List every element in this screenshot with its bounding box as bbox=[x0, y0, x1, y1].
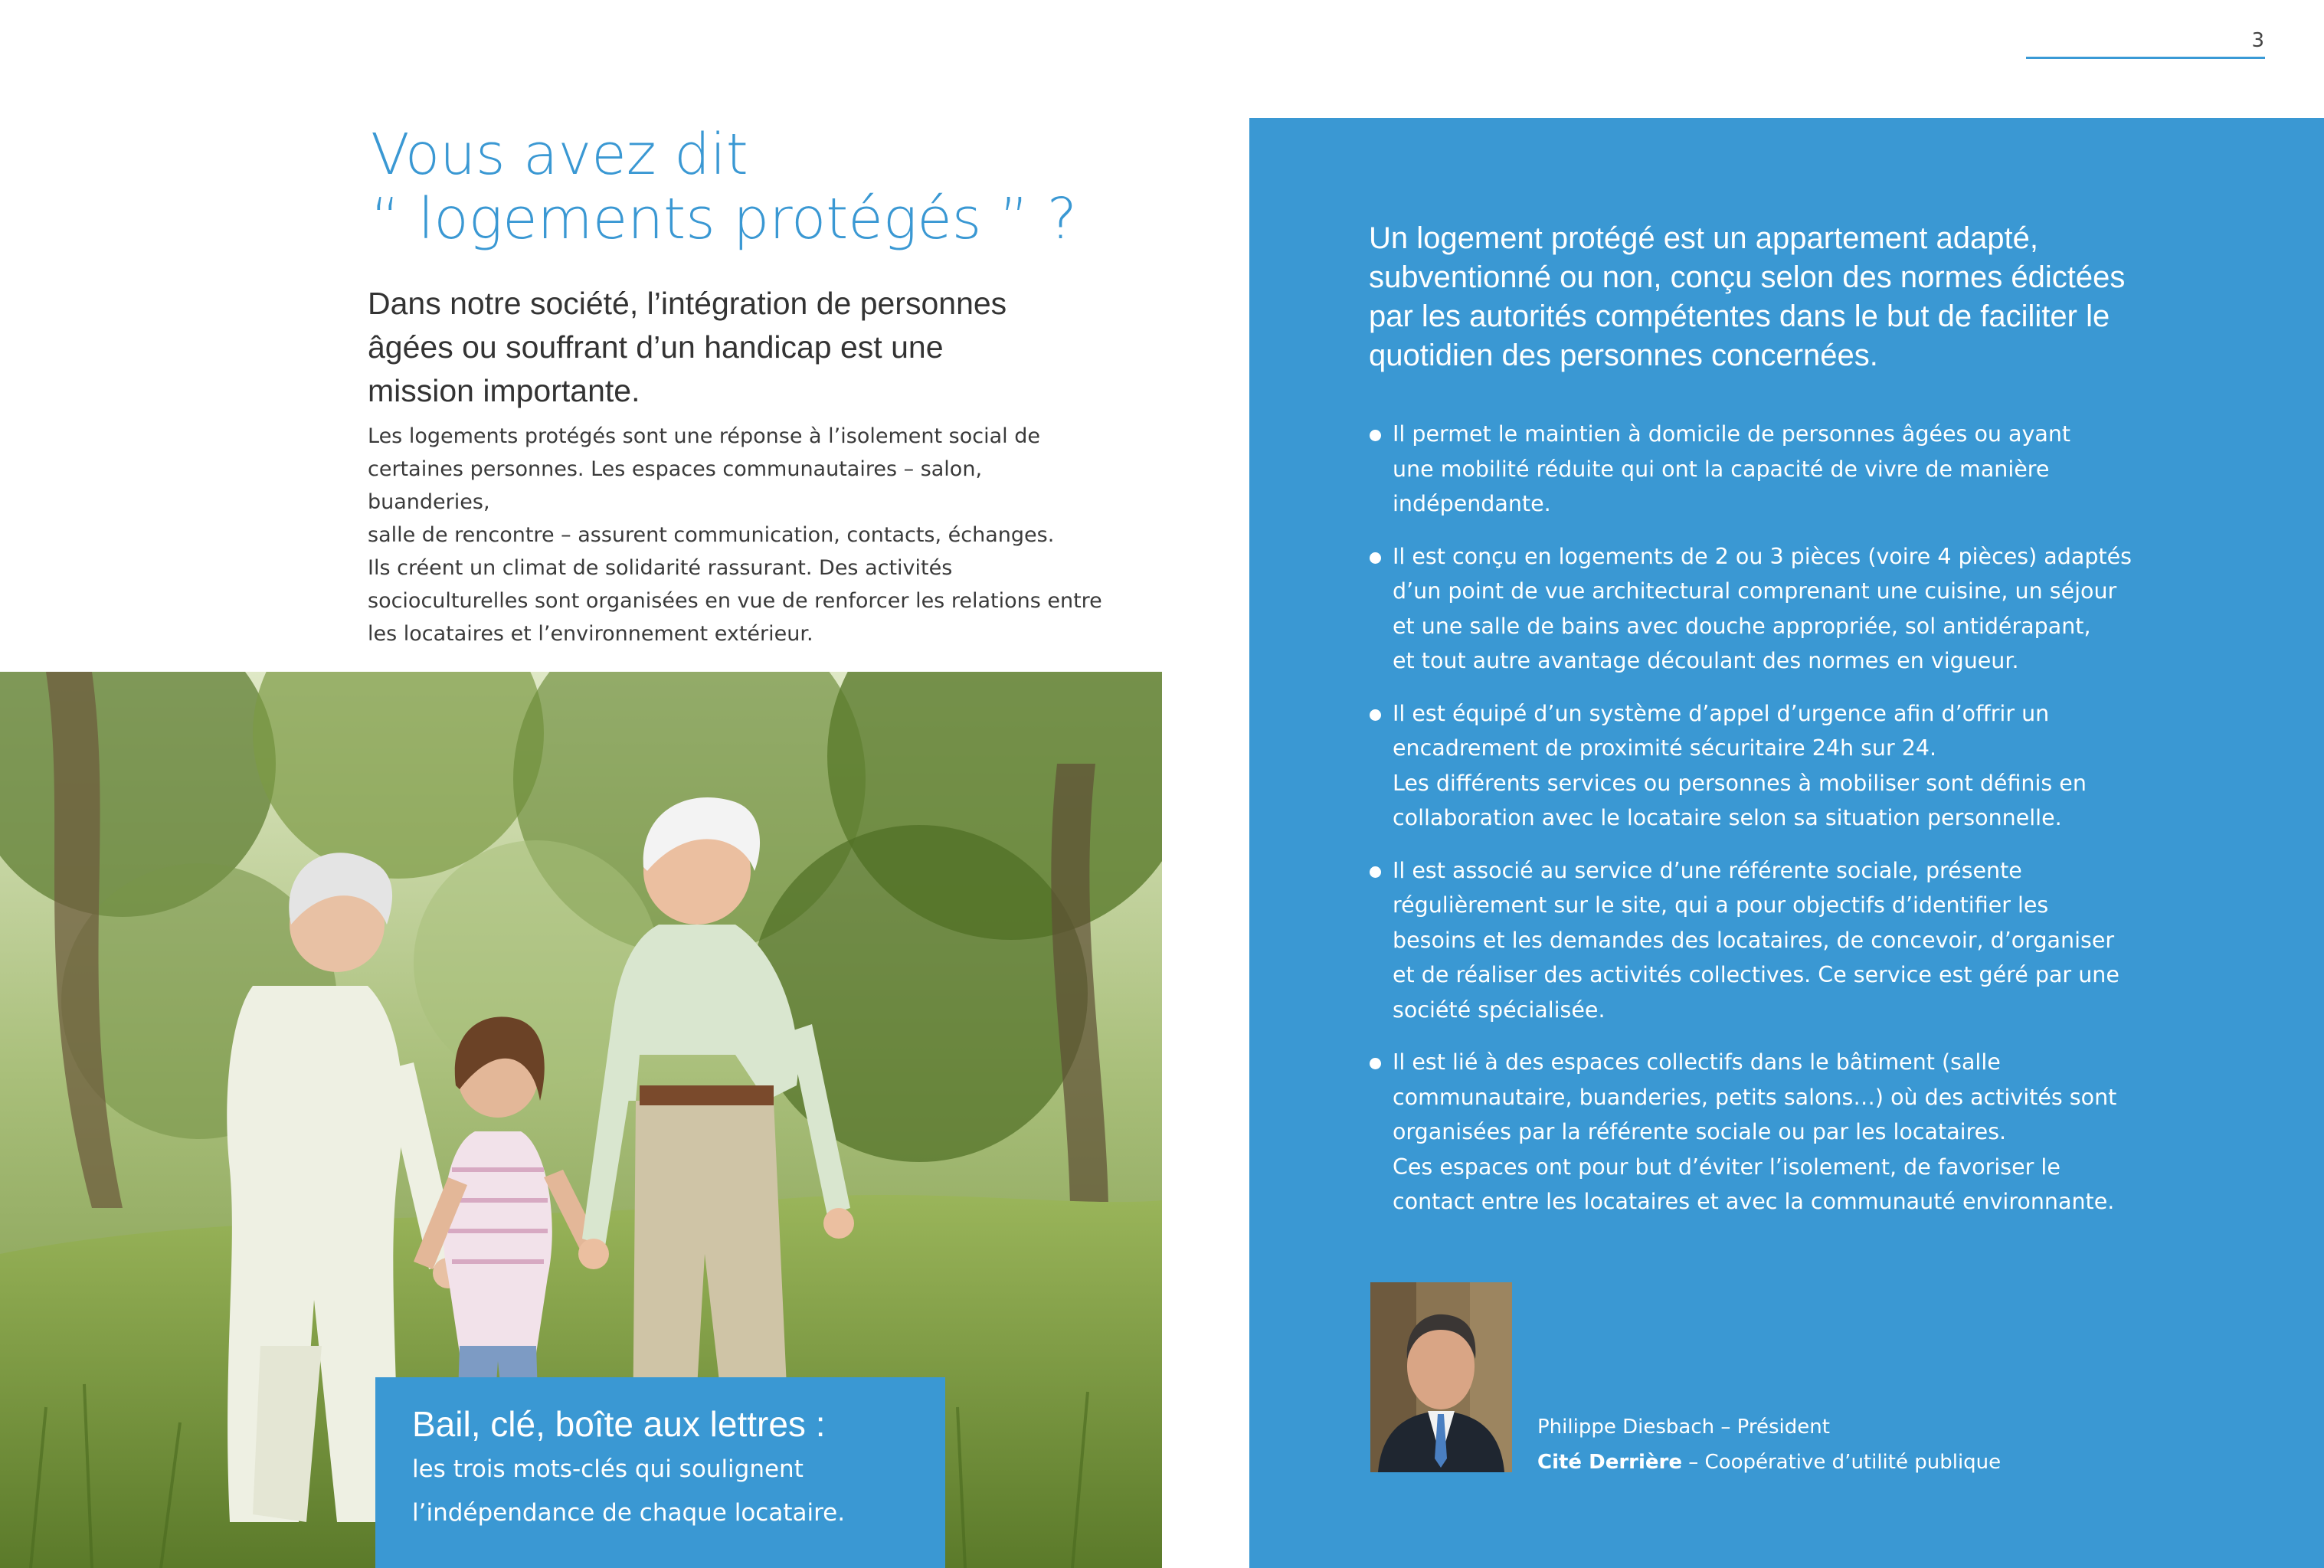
page-title-line-2: “ logements protégés ” ? bbox=[371, 186, 1077, 252]
intro-line: certaines personnes. Les espaces communautaires – salon, buanderies, bbox=[368, 457, 983, 514]
page-number: 3 bbox=[2251, 29, 2264, 52]
feature-line: et tout autre avantage découlant des normes en vigueur. bbox=[1393, 648, 2019, 673]
feature-line: une mobilité réduite qui ont la capacité de vivre de manière bbox=[1393, 456, 2050, 482]
feature-line: et de réaliser des activités collectives. Ce service est géré par une bbox=[1393, 962, 2119, 987]
panel-lead-line: subventionné ou non, conçu selon des normes édictées bbox=[1369, 260, 2126, 294]
feature-line: régulièrement sur le site, qui a pour objectifs d’identifier les bbox=[1393, 892, 2049, 918]
feature-line: indépendante. bbox=[1393, 491, 1551, 516]
feature-line: Ces espaces ont pour but d’éviter l’isolement, de favoriser le bbox=[1393, 1154, 2061, 1180]
panel-lead-line: par les autorités compétentes dans le but de faciliter le bbox=[1369, 300, 2110, 333]
feature-line: Il est équipé d’un système d’appel d’urgence afin d’offrir un bbox=[1393, 700, 2050, 726]
panel-lead-line: quotidien des personnes concernées. bbox=[1369, 339, 1878, 372]
panel-lead-line: Un logement protégé est un appartement adapté, bbox=[1369, 221, 2038, 255]
bullet-dot-icon bbox=[1370, 430, 1381, 441]
feature-line: Les différents services ou personnes à mobiliser sont définis en bbox=[1393, 770, 2087, 796]
organization-description: – Coopérative d’utilité publique bbox=[1681, 1451, 2002, 1474]
feature-item bbox=[1369, 696, 2181, 836]
intro-line: les locataires et l’environnement extérieur. bbox=[368, 622, 813, 646]
bullet-dot-icon bbox=[1370, 866, 1381, 878]
feature-line: et une salle de bains avec douche appropriée, sol antidérapant, bbox=[1393, 613, 2091, 639]
president-portrait bbox=[1370, 1282, 1512, 1472]
feature-line: d’un point de vue architectural comprenant une cuisine, un séjour bbox=[1393, 578, 2117, 604]
page-title bbox=[371, 123, 1213, 251]
caption-line: les trois mots-clés qui soulignent bbox=[412, 1455, 804, 1483]
feature-line: Il est associé au service d’une référente sociale, présente bbox=[1393, 857, 2022, 883]
feature-item bbox=[1369, 539, 2181, 679]
signatory-organization bbox=[1537, 1445, 2074, 1480]
feature-line: Il est conçu en logements de 2 ou 3 pièces (voire 4 pièces) adaptés bbox=[1393, 543, 2132, 569]
page-number-rule bbox=[2026, 57, 2265, 59]
feature-item bbox=[1369, 417, 2181, 522]
feature-line: contact entre les locataires et avec la communauté environnante. bbox=[1393, 1189, 2115, 1214]
bullet-dot-icon bbox=[1370, 709, 1381, 721]
panel-lead bbox=[1369, 219, 2142, 375]
feature-item bbox=[1369, 853, 2181, 1028]
caption-title: Bail, clé, boîte aux lettres : bbox=[412, 1404, 826, 1444]
feature-item bbox=[1369, 1045, 2181, 1219]
intro-line: salle de rencontre – assurent communication, contacts, échanges. bbox=[368, 523, 1055, 547]
bullet-dot-icon bbox=[1370, 1058, 1381, 1069]
feature-line: collaboration avec le locataire selon sa situation personnelle. bbox=[1393, 805, 2062, 830]
photo-caption-box bbox=[375, 1377, 945, 1568]
bullet-dot-icon bbox=[1370, 552, 1381, 564]
intro-line: socioculturelles sont organisées en vue de renforcer les relations entre bbox=[368, 589, 1102, 613]
signatory-name-role: Philippe Diesbach – Président bbox=[1537, 1416, 1830, 1439]
feature-line: organisées par la référente sociale ou par les locataires. bbox=[1393, 1119, 2007, 1144]
feature-line: Il permet le maintien à domicile de personnes âgées ou ayant bbox=[1393, 421, 2071, 447]
intro-line: Les logements protégés sont une réponse à l’isolement social de bbox=[368, 424, 1040, 448]
organization-name: Cité Derrière bbox=[1537, 1451, 1682, 1474]
page-title-line-1: Vous avez dit bbox=[371, 122, 748, 188]
intro-paragraph bbox=[368, 420, 1103, 650]
intro-line: Ils créent un climat de solidarité rassurant. Des activités bbox=[368, 556, 953, 580]
caption-line: l’indépendance de chaque locataire. bbox=[412, 1499, 846, 1527]
feature-line: besoins et les demandes des locataires, de concevoir, d’organiser bbox=[1393, 927, 2115, 953]
info-panel bbox=[1249, 118, 2324, 1568]
feature-line: encadrement de proximité sécuritaire 24h sur 24. bbox=[1393, 735, 1937, 761]
feature-line: société spécialisée. bbox=[1393, 997, 1606, 1023]
lead-paragraph: Dans notre société, l’intégration de personnes âgées ou souffrant d’un handicap est une mission importante. bbox=[368, 286, 1007, 408]
feature-line: Il est lié à des espaces collectifs dans le bâtiment (salle bbox=[1393, 1049, 2001, 1075]
feature-list bbox=[1369, 417, 2181, 1237]
feature-line: communautaire, buanderies, petits salons…) où des activités sont bbox=[1393, 1084, 2117, 1110]
signature bbox=[1537, 1409, 2074, 1480]
